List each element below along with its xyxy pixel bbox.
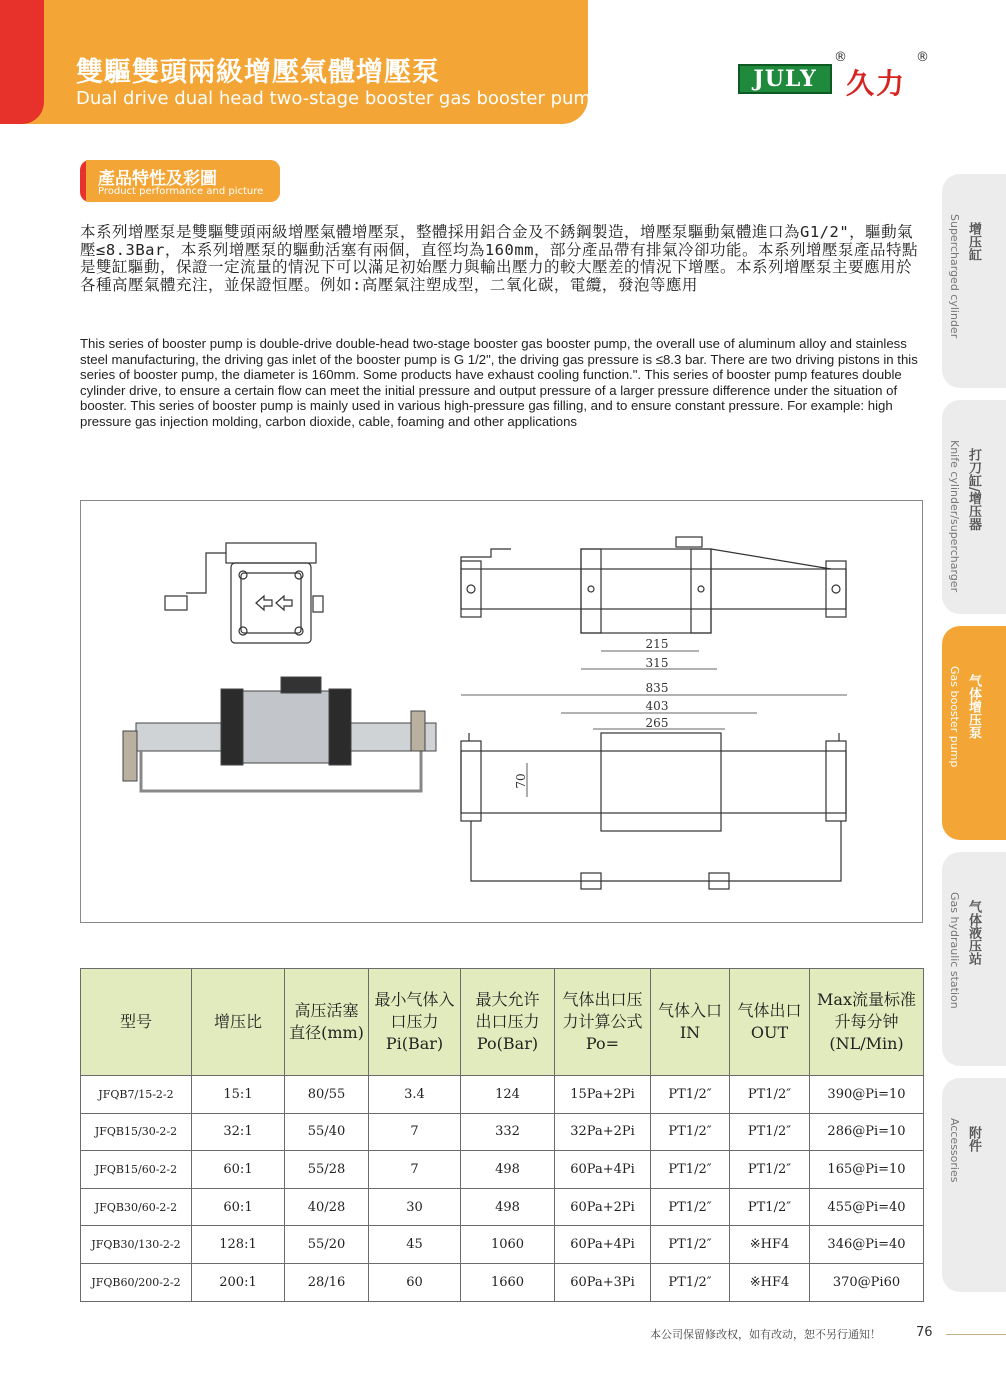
table-header-cell (810, 969, 924, 1076)
table-cell: 124 (461, 1076, 555, 1114)
header-accent (0, 0, 44, 124)
section-heading (80, 160, 280, 202)
table-header-cell (555, 969, 651, 1076)
table-cell: 332 (461, 1113, 555, 1151)
table-header-line: 口压力 (390, 1012, 439, 1031)
logo-reg-mark-2: ® (916, 50, 929, 65)
model-cell: JFQB60/200-2-2 (81, 1263, 192, 1301)
sidebar-tab-gas-booster-pump[interactable]: 气体增压泵 Gas booster pump (942, 626, 1006, 840)
table-cell: 60Pa+4Pi (555, 1151, 651, 1189)
sidebar-tab-supercharged-cylinder[interactable]: 增压缸 Supercharged cylinder (942, 174, 1006, 388)
footer-rule (946, 1334, 1006, 1335)
page-title: 雙驅雙頭兩級增壓氣體增壓泵 (76, 57, 440, 88)
logo-reg-mark: ® (834, 50, 847, 65)
table-cell: PT1/2″ (651, 1188, 730, 1226)
product-drawing-frame (80, 500, 923, 923)
table-cell: 60Pa+4Pi (555, 1226, 651, 1264)
sidebar-tab-accessories[interactable]: 附件 Accessories (942, 1078, 1006, 1292)
table-cell: 55/40 (285, 1113, 369, 1151)
model-cell: JFQB7/15-2-2 (81, 1076, 192, 1114)
table-header-row (81, 969, 924, 1076)
table-cell: 60 (369, 1263, 461, 1301)
table-cell: 60:1 (192, 1188, 285, 1226)
table-header-line: IN (679, 1023, 701, 1042)
table-row (81, 1113, 924, 1151)
dim-label: 403 (645, 699, 669, 713)
table-header-line: 气体出口 (737, 1001, 802, 1020)
table-header-cell (285, 969, 369, 1076)
dim-label: 215 (645, 637, 669, 651)
table-cell: 7 (369, 1113, 461, 1151)
table-header-cell (461, 969, 555, 1076)
logo-en: JULY (738, 64, 832, 94)
table-header-line: 升每分钟 (834, 1012, 899, 1031)
table-cell: 1660 (461, 1263, 555, 1301)
table-cell: 498 (461, 1188, 555, 1226)
table-row (81, 1188, 924, 1226)
table-cell: 390@Pi=10 (810, 1076, 924, 1114)
logo-cn: 久力 (846, 67, 907, 100)
table-cell: 286@Pi=10 (810, 1113, 924, 1151)
model-cell: JFQB15/30-2-2 (81, 1113, 192, 1151)
table-cell: 28/16 (285, 1263, 369, 1301)
table-cell: PT1/2″ (651, 1076, 730, 1114)
table-cell: 60:1 (192, 1151, 285, 1189)
table-cell: 7 (369, 1151, 461, 1189)
table-header-line: 高压活塞 (294, 1001, 359, 1020)
technical-drawing (81, 501, 924, 924)
table-cell: 32Pa+2Pi (555, 1113, 651, 1151)
table-cell: 55/28 (285, 1151, 369, 1189)
table-cell: 15:1 (192, 1076, 285, 1114)
table-header-cell (192, 969, 285, 1076)
table-cell: 60Pa+3Pi (555, 1263, 651, 1301)
section-title-en: Product performance and picture (98, 186, 264, 197)
table-header-line: 最大允许 (475, 990, 540, 1009)
table-header-cell (730, 969, 810, 1076)
table-header-line: Max流量标准 (817, 990, 916, 1009)
table-cell: PT1/2″ (651, 1151, 730, 1189)
brand-logo (738, 50, 938, 100)
table-header-line: 气体出口压 (562, 990, 643, 1009)
table-cell: PT1/2″ (651, 1263, 730, 1301)
table-header-line: 型号 (119, 1012, 152, 1031)
table-cell: 55/20 (285, 1226, 369, 1264)
table-header-cell (651, 969, 730, 1076)
side-view-drawing (461, 537, 846, 633)
table-cell: 80/55 (285, 1076, 369, 1114)
table-header-line: (NL/Min) (829, 1034, 904, 1053)
model-cell: JFQB30/130-2-2 (81, 1226, 192, 1264)
intro-text-cn: 本系列增壓泵是雙驅雙頭兩級增壓氣體增壓泵，整體採用鋁合金及不銹鋼製造，增壓泵驅動氣體進口為G1/2"，驅動氣壓≤8.3Bar，本系列增壓泵的驅動活塞有兩個，直徑均為160mm，部分產品帶有排氣冷卻功能。本系列增壓泵產品特點是雙缸驅動，保證一定流量的情況下可以滿足初始壓力與輸出壓力的較大壓差的情況下增壓。本系列增壓泵主要應用於各種高壓氣體充注，並保證恒壓。例如:高壓氣注塑成型，二氧化碳，電纜，發泡等應用 (80, 223, 918, 294)
table-cell: 346@Pi=40 (810, 1226, 924, 1264)
dim-label: 70 (514, 773, 528, 789)
table-cell: 455@Pi=40 (810, 1188, 924, 1226)
table-cell: 3.4 (369, 1076, 461, 1114)
table-header-cell (369, 969, 461, 1076)
table-row (81, 1151, 924, 1189)
footer-note: 本公司保留修改权，如有改动，恕不另行通知！ (650, 1328, 881, 1341)
product-photo (123, 677, 436, 791)
table-cell: 1060 (461, 1226, 555, 1264)
table-header-line: OUT (750, 1023, 789, 1042)
table-header-line: 增压比 (213, 1012, 262, 1031)
dim-label: 315 (645, 656, 669, 670)
table-cell: PT1/2″ (651, 1113, 730, 1151)
dim-label: 835 (645, 681, 669, 695)
table-header-cell (81, 969, 192, 1076)
page-number: 76 (916, 1325, 933, 1340)
table-cell: 45 (369, 1226, 461, 1264)
table-body (81, 1076, 924, 1302)
table-cell: PT1/2″ (730, 1151, 810, 1189)
table-row (81, 1263, 924, 1301)
table-header-line: Pi(Bar) (385, 1034, 444, 1053)
spec-table (80, 968, 924, 1302)
table-cell: PT1/2″ (730, 1076, 810, 1114)
table-header-line: Po(Bar) (476, 1034, 539, 1053)
section-title-cn: 產品特性及彩圖 (98, 169, 217, 189)
dim-label: 265 (645, 716, 669, 730)
table-cell: 60Pa+2Pi (555, 1188, 651, 1226)
sidebar-tab-gas-hydraulic-station[interactable]: 气体液压站 Gas hydraulic station (942, 852, 1006, 1066)
model-cell: JFQB15/60-2-2 (81, 1151, 192, 1189)
table-cell: 32:1 (192, 1113, 285, 1151)
table-header-line: 气体入口 (657, 1001, 722, 1020)
table-cell: 128:1 (192, 1226, 285, 1264)
table-row (81, 1226, 924, 1264)
table-header-line: 最小气体入 (374, 990, 455, 1009)
intro-text-en: This series of booster pump is double-drive double-head two-stage booster gas booster pump, the overall use of aluminum alloy and stainless steel manufacturing, the driving gas inlet of the booster pump is G 1/2", the driving gas pressure is ≤8.3 bar. There are two driving pistons in this series of booster pump, the diameter is 160mm. Some products have exhaust cooling function.". This series of booster pump features double cylinder drive, to ensure a certain flow can meet the initial pressure and output pressure of a larger pressure difference under the situation of booster. This series of booster pump is mainly used in various high-pressure gas filling, and to ensure constant pressure. For example: high pressure gas injection molding, carbon dioxide, cable, foaming and other applications (80, 336, 918, 429)
table-header-line: 出口压力 (475, 1012, 540, 1031)
table-row (81, 1076, 924, 1114)
table-cell: 498 (461, 1151, 555, 1189)
table-cell: PT1/2″ (730, 1113, 810, 1151)
table-cell: 165@Pi=10 (810, 1151, 924, 1189)
table-cell: 370@Pi60 (810, 1263, 924, 1301)
table-cell: 40/28 (285, 1188, 369, 1226)
table-header-line: Po= (585, 1034, 620, 1053)
table-cell: 30 (369, 1188, 461, 1226)
sidebar-tab-knife-cylinder[interactable]: 打刀缸/增压器 Knife cylinder/supercharger (942, 400, 1006, 614)
top-view-drawing (461, 733, 846, 889)
table-cell: 200:1 (192, 1263, 285, 1301)
table-cell: ※HF4 (730, 1263, 810, 1301)
table-header-line: 力计算公式 (562, 1012, 643, 1031)
table-cell: PT1/2″ (651, 1226, 730, 1264)
model-cell: JFQB30/60-2-2 (81, 1188, 192, 1226)
page-subtitle: Dual drive dual head two-stage booster gas booster pump (76, 88, 603, 109)
table-cell: 15Pa+2Pi (555, 1076, 651, 1114)
table-cell: ※HF4 (730, 1226, 810, 1264)
table-header-line: 直径(mm) (289, 1023, 364, 1042)
end-view-drawing (165, 543, 323, 643)
table-cell: PT1/2″ (730, 1188, 810, 1226)
